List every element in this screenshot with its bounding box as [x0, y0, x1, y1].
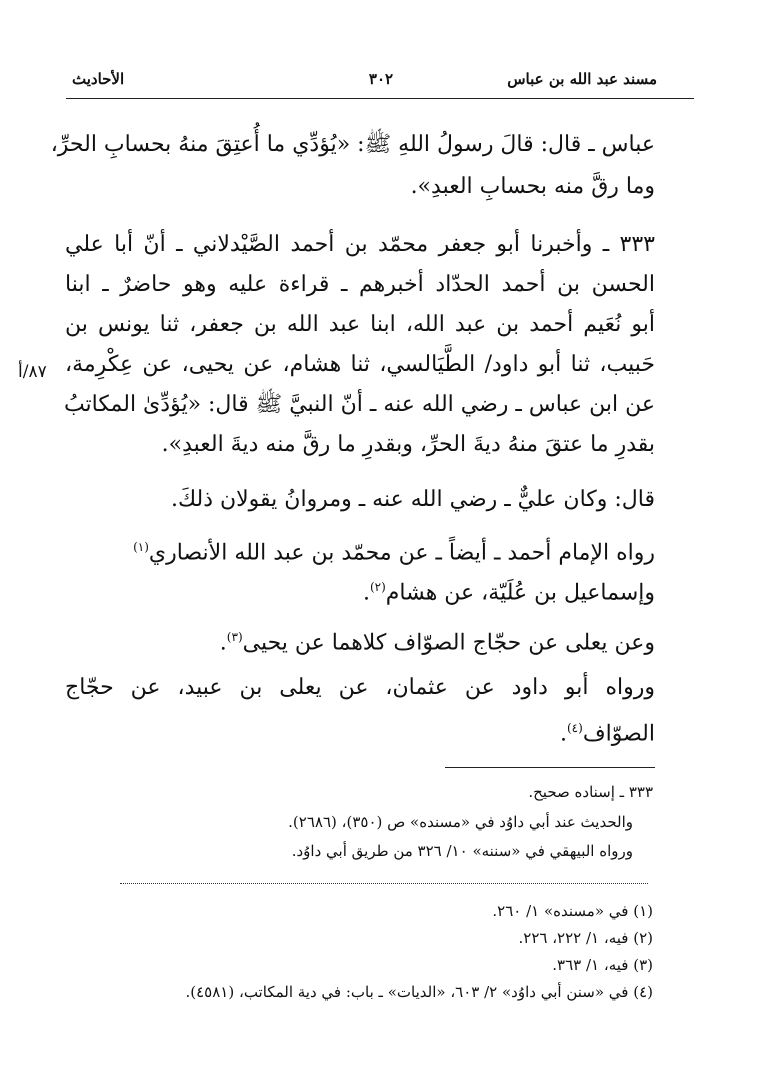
body-line-13: ورواه أبو داود عن عثمان، عن يعلى بن عبيد، عن حجّاج: [65, 675, 655, 700]
page-number: ٣٠٢: [368, 70, 394, 88]
header-rule: [66, 98, 694, 99]
footnote-2: (٢) فيه، ١/ ٢٢٢، ٢٢٦.: [518, 929, 653, 947]
takhrij-line-3: ورواه البيهقي في «سننه» ١٠/ ٣٢٦ من طريق أبي داوُد.: [291, 842, 633, 860]
footnote-4: (٤) في «سنن أبي داوُد» ٢/ ٦٠٣، «الديات» ـ باب: في دية المكاتب، (٤٥٨١).: [185, 983, 653, 1001]
body-line-9: قال: وكان عليٌّ ـ رضي الله عنه ـ ومروانُ يقولان ذلكَ.: [170, 487, 655, 512]
body-line-7: عن ابن عباس ـ رضي الله عنه ـ أنّ النبيَّ ﷺ قال: «يُؤدِّىٰ المكاتبُ: [63, 392, 655, 417]
period: .: [362, 580, 370, 606]
footnote-marker-4: (٤): [566, 721, 583, 735]
body-line-11: [65, 572, 655, 608]
running-header-section: الأحاديث: [72, 70, 125, 88]
period: .: [559, 721, 567, 747]
takhrij-line-2: والحديث عند أبي داوُد في «مسنده» ص (٣٥٠)، (٢٦٨٦).: [288, 813, 633, 831]
takhrij-line-1: ٣٣٣ ـ إسناده صحيح.: [528, 783, 653, 801]
footnote-marker-2: (٢): [369, 580, 386, 594]
body-line-10: [65, 532, 655, 568]
body-line-14: [65, 713, 655, 749]
margin-folio-note: ٨٧/أ: [18, 362, 47, 382]
body-line-1: عباس ـ قال: قالَ رسولُ اللهِ ﷺ: «يُؤدِّي ما أُعتِقَ منهُ بحسابِ الحرِّ،: [50, 132, 655, 157]
period: .: [219, 630, 227, 656]
body-line-8: بقدرِ ما عتقَ منهُ ديةَ الحرِّ، وبقدرِ ما رقَّ منه ديةَ العبدِ».: [161, 432, 655, 457]
body-line-3: ٣٣٣ ـ وأخبرنا أبو جعفر محمّد بن أحمد الصَّيْدلاني ـ أنّ أبا علي: [65, 232, 655, 257]
body-line-5: أبو نُعَيم أحمد بن عبد الله، ابنا عبد الله بن جعفر، ثنا يونس بن: [65, 312, 655, 337]
body-line-14-text: الصوّاف: [582, 721, 655, 747]
running-header-title: مسند عبد الله بن عباس: [507, 70, 657, 88]
takhrij-rule: [445, 767, 655, 768]
body-line-10-text: رواه الإمام أحمد ـ أيضاً ـ عن محمّد بن عبد الله الأنصاري: [148, 540, 655, 566]
footnote-1: (١) في «مسنده» ١/ ٢٦٠.: [492, 902, 653, 920]
body-line-6: حَبيب، ثنا أبو داود/ الطَّيَالسي، ثنا هشام، عن يحيى، عن عِكْرِمة،: [65, 352, 655, 377]
footnote-3: (٣) فيه، ١/ ٣٦٣.: [552, 956, 653, 974]
footnote-separator: [120, 883, 648, 884]
body-line-4: الحسن بن أحمد الحدّاد أخبرهم ـ قراءة عليه وهو حاضرٌ ـ ابنا: [65, 272, 655, 297]
body-line-12: [65, 622, 655, 658]
footnote-marker-3: (٣): [226, 630, 243, 644]
body-line-11-text: وإسماعيل بن عُلَيّة، عن هشام: [385, 580, 655, 606]
footnote-marker-1: (١): [133, 540, 149, 554]
body-line-2: وما رقَّ منه بحسابِ العبدِ».: [410, 174, 655, 199]
body-line-12-text: وعن يعلى عن حجّاج الصوّاف كلاهما عن يحيى: [242, 630, 655, 656]
